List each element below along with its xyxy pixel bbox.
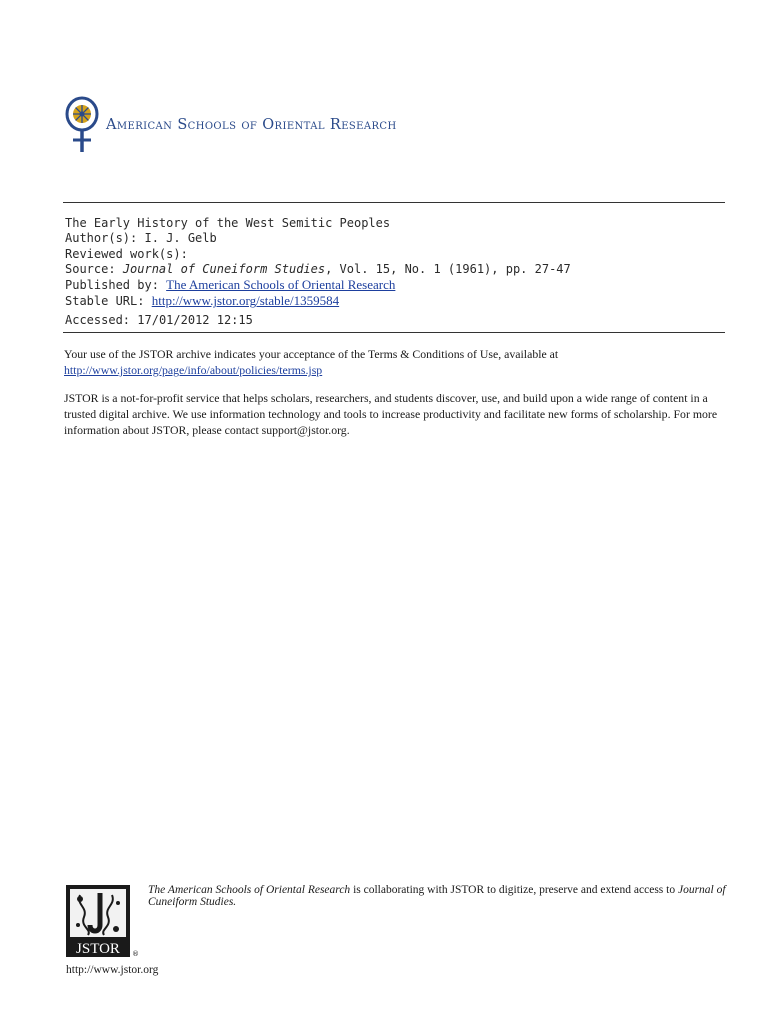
collaboration-note (148, 884, 728, 908)
terms-paragraph (64, 346, 734, 378)
published-label: Published by: (65, 278, 159, 293)
terms-link[interactable]: http://www.jstor.org/page/info/about/policies/terms.jsp (64, 363, 323, 377)
terms-text: Your use of the JSTOR archive indicates your acceptance of the Terms & Conditions of Use, available at (64, 347, 559, 361)
source-label: Source: (65, 261, 116, 276)
published-line (65, 277, 571, 293)
citation-block (65, 216, 571, 328)
logo-text: American Schools of Oriental Research (106, 117, 397, 133)
jstor-url[interactable]: http://www.jstor.org (66, 964, 159, 976)
authors-value: I. J. Gelb (144, 231, 217, 246)
source-journal: Journal of Cuneiform Studies (122, 261, 326, 276)
accessed-line (65, 313, 571, 328)
top-divider (63, 202, 725, 203)
authors-line (65, 231, 571, 246)
about-paragraph: JSTOR is a not-for-profit service that helps scholars, researchers, and students discover, use, and build upon a wide range of content in a trusted digital archive. We use information technology and tools to increase productivity and facilitate new forms of scholarship. For more information about JSTOR, please contact support@jstor.org. (64, 391, 718, 437)
stable-url-label: Stable URL: (65, 294, 145, 309)
registered-mark: ® (132, 950, 139, 958)
article-title: The Early History of the West Semitic Peoples (65, 216, 391, 230)
bottom-divider (63, 332, 725, 333)
collab-text: is collaborating with JSTOR to digitize, preserve and extend access to (350, 884, 678, 896)
jstor-logo-text: JSTOR (76, 941, 120, 957)
jstor-logo (66, 885, 130, 957)
source-line (65, 262, 571, 277)
stable-url-line (65, 293, 571, 309)
authors-label: Author(s): (65, 231, 138, 246)
collab-journal: Journal of Cuneiform Studies. (148, 884, 726, 908)
collab-org: The American Schools of Oriental Research (148, 884, 351, 896)
stable-url-link[interactable]: http://www.jstor.org/stable/1359584 (151, 293, 340, 309)
asor-logo (62, 96, 482, 154)
accessed-value: 17/01/2012 12:15 (137, 312, 253, 327)
ankh-sun-icon (62, 96, 102, 154)
reviewed-line: Reviewed work(s): (65, 246, 188, 261)
source-details: , Vol. 15, No. 1 (1961), pp. 27-47 (325, 261, 571, 276)
jstor-emblem-icon (66, 885, 130, 957)
publisher-link[interactable]: The American Schools of Oriental Research (166, 277, 396, 293)
accessed-label: Accessed: (65, 312, 131, 327)
